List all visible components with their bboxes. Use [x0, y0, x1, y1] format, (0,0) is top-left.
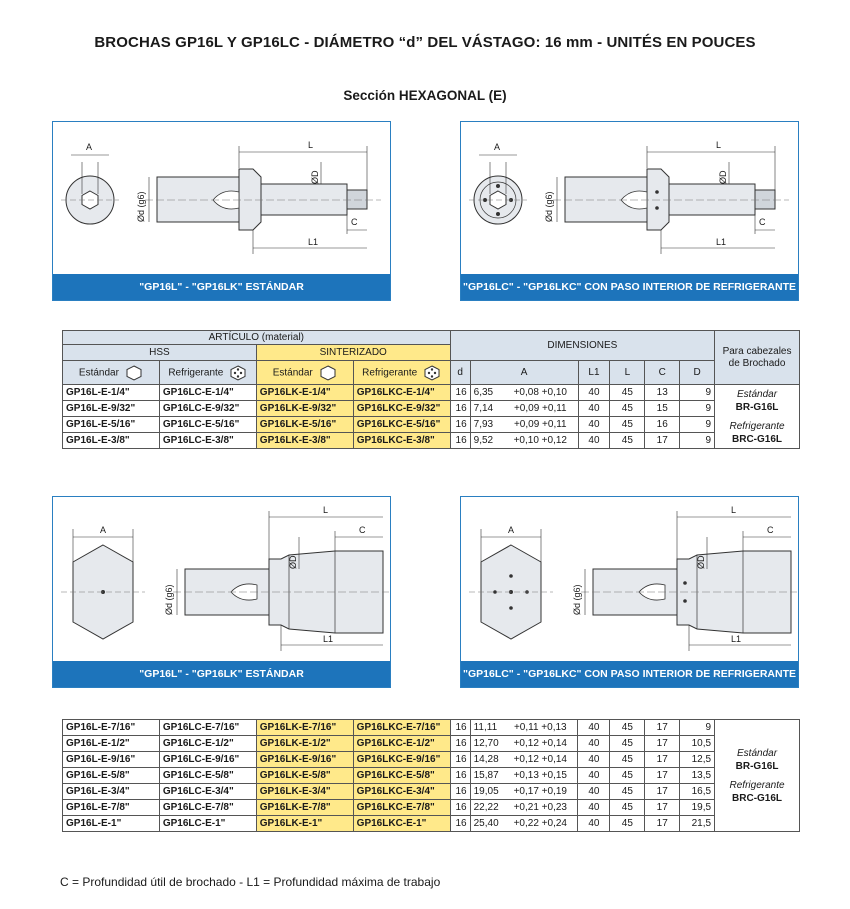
code-hss-standard: GP16L-E-1/2" [63, 736, 160, 752]
dim-label-c: C [759, 217, 766, 227]
value-c: 15 [645, 401, 680, 417]
table-row [63, 784, 800, 800]
value-a-tolerance: +0,13 +0,15 [503, 768, 578, 784]
table-small-sizes [62, 330, 800, 449]
code-hss-coolant: GP16LC-E-5/8" [159, 768, 256, 784]
heads-coolant-label: Refrigerante [729, 779, 785, 791]
heads-coolant-label: Refrigerante [729, 420, 785, 432]
value-l: 45 [610, 768, 645, 784]
value-d-upper: 10,5 [680, 736, 715, 752]
value-c: 17 [645, 784, 680, 800]
header-articulo: ARTÍCULO (material) [63, 331, 451, 345]
value-l: 45 [610, 752, 645, 768]
hexagon-coolant-icon [229, 365, 247, 381]
dim-label-l1: L1 [731, 634, 742, 644]
drawing-panel-top-left [52, 121, 391, 301]
dim-label-l: L [308, 140, 314, 150]
code-hss-coolant: GP16LC-E-3/4" [159, 784, 256, 800]
broach-drawing-small-standard [53, 122, 392, 276]
value-d-upper: 12,5 [680, 752, 715, 768]
estandar-label: Estándar [78, 367, 119, 379]
code-hss-coolant: GP16LC-E-9/16" [159, 752, 256, 768]
dim-label-l1: L1 [308, 237, 319, 247]
value-c: 17 [645, 433, 680, 449]
code-hss-standard: GP16L-E-1" [63, 816, 160, 832]
value-a: 25,40 [470, 816, 503, 832]
value-c: 17 [645, 768, 680, 784]
value-l1: 40 [578, 816, 610, 832]
code-sint-standard: GP16LK-E-7/16" [256, 720, 353, 736]
broach-drawing-large-coolant [461, 497, 800, 663]
col-c: C [645, 361, 680, 385]
value-d: 16 [450, 736, 470, 752]
dim-label-l: L [323, 505, 329, 515]
table-row [63, 401, 800, 417]
value-a: 7,14 [470, 401, 503, 417]
dim-label-c: C [359, 525, 366, 535]
value-l1: 40 [578, 433, 610, 449]
value-l1: 40 [578, 417, 610, 433]
hexagon-coolant-icon [423, 365, 441, 381]
value-l1: 40 [578, 401, 610, 417]
code-hss-standard: GP16L-E-7/16" [63, 720, 160, 736]
value-d: 16 [450, 385, 470, 401]
refrigerante-label: Refrigerante [362, 367, 418, 379]
code-sint-coolant: GP16LKC-E-3/8" [353, 433, 450, 449]
code-sint-coolant: GP16LKC-E-9/32" [353, 401, 450, 417]
code-hss-coolant: GP16LC-E-1/4" [159, 385, 256, 401]
code-hss-standard: GP16L-E-3/8" [63, 433, 160, 449]
header-sinterizado: SINTERIZADO [256, 345, 450, 361]
col-d-upper: D [680, 361, 715, 385]
header-hss: HSS [63, 345, 257, 361]
value-l: 45 [610, 800, 645, 816]
value-l1: 40 [578, 784, 610, 800]
dim-label-a: A [508, 525, 515, 535]
value-a: 7,93 [470, 417, 503, 433]
estandar-label: Estándar [272, 367, 313, 379]
header-para-cabezales: Para cabezales de Brochado [715, 331, 800, 385]
code-hss-coolant: GP16LC-E-1" [159, 816, 256, 832]
heads-standard-code: BR-G16L [735, 401, 779, 413]
footnote: C = Profundidad útil de brochado - L1 = Profundidad máxima de trabajo [60, 875, 441, 889]
caption-coolant: "GP16LC" - "GP16LKC" CON PASO INTERIOR DE REFRIGERANTE [461, 274, 798, 300]
heads-standard-label: Estándar [737, 747, 778, 759]
value-d: 16 [450, 768, 470, 784]
compatible-heads-cell [715, 720, 800, 832]
dim-label-a: A [494, 142, 501, 152]
value-a: 14,28 [470, 752, 503, 768]
table-row [63, 433, 800, 449]
page-title: BROCHAS GP16L Y GP16LC - DIÁMETRO “d” DEL VÁSTAGO: 16 mm - UNITÉS EN POUCES [94, 34, 756, 51]
dim-label-big-d: ØD [718, 170, 728, 184]
value-d-upper: 9 [680, 401, 715, 417]
value-l1: 40 [578, 800, 610, 816]
code-sint-standard: GP16LK-E-9/16" [256, 752, 353, 768]
value-a-tolerance: +0,12 +0,14 [503, 752, 578, 768]
value-d: 16 [450, 784, 470, 800]
value-d-upper: 21,5 [680, 816, 715, 832]
heads-standard-code: BR-G16L [735, 760, 779, 772]
value-c: 17 [645, 752, 680, 768]
dim-label-small-d: Ød (g6) [572, 584, 582, 615]
table-row [63, 736, 800, 752]
value-c: 17 [645, 720, 680, 736]
value-l: 45 [610, 816, 645, 832]
table-row [63, 752, 800, 768]
value-d-upper: 9 [680, 417, 715, 433]
dim-label-small-d: Ød (g6) [136, 191, 146, 222]
value-c: 13 [645, 385, 680, 401]
heads-coolant-code: BRC-G16L [732, 792, 783, 804]
code-sint-coolant: GP16LKC-E-3/4" [353, 784, 450, 800]
value-a-tolerance: +0,10 +0,12 [503, 433, 578, 449]
value-d-upper: 16,5 [680, 784, 715, 800]
dim-label-big-d: ØD [310, 170, 320, 184]
dim-label-c: C [351, 217, 358, 227]
code-hss-standard: GP16L-E-9/16" [63, 752, 160, 768]
caption-standard: "GP16L" - "GP16LK" ESTÁNDAR [53, 274, 390, 300]
code-sint-standard: GP16LK-E-7/8" [256, 800, 353, 816]
value-a-tolerance: +0,12 +0,14 [503, 736, 578, 752]
code-hss-standard: GP16L-E-5/8" [63, 768, 160, 784]
value-l1: 40 [578, 385, 610, 401]
value-l: 45 [610, 784, 645, 800]
table-row [63, 385, 800, 401]
value-d-upper: 9 [680, 385, 715, 401]
value-a-tolerance: +0,08 +0,10 [503, 385, 578, 401]
hexagon-icon [319, 365, 337, 381]
broach-drawing-large-standard [53, 497, 392, 663]
value-a-tolerance: +0,11 +0,13 [503, 720, 578, 736]
code-hss-coolant: GP16LC-E-1/2" [159, 736, 256, 752]
value-d-upper: 9 [680, 720, 715, 736]
value-d: 16 [450, 417, 470, 433]
heads-coolant-code: BRC-G16L [732, 433, 783, 445]
code-sint-coolant: GP16LKC-E-5/8" [353, 768, 450, 784]
hexagon-icon [125, 365, 143, 381]
code-sint-coolant: GP16LKC-E-5/16" [353, 417, 450, 433]
code-hss-coolant: GP16LC-E-9/32" [159, 401, 256, 417]
dim-label-c: C [767, 525, 774, 535]
code-sint-standard: GP16LK-E-1/2" [256, 736, 353, 752]
value-a: 22,22 [470, 800, 503, 816]
value-c: 17 [645, 736, 680, 752]
header-hss-refrigerante [159, 361, 256, 385]
header-sint-estandar [256, 361, 353, 385]
value-l: 45 [610, 736, 645, 752]
compatible-heads-cell [715, 385, 800, 449]
value-d: 16 [450, 720, 470, 736]
code-sint-standard: GP16LK-E-3/8" [256, 433, 353, 449]
value-l: 45 [610, 385, 645, 401]
value-a-tolerance: +0,22 +0,24 [503, 816, 578, 832]
dim-label-a: A [86, 142, 93, 152]
value-a: 6,35 [470, 385, 503, 401]
value-l: 45 [610, 401, 645, 417]
dim-label-l: L [716, 140, 722, 150]
dim-label-l1: L1 [323, 634, 334, 644]
header-hss-estandar [63, 361, 160, 385]
value-d: 16 [450, 401, 470, 417]
value-a-tolerance: +0,09 +0,11 [503, 417, 578, 433]
code-hss-standard: GP16L-E-1/4" [63, 385, 160, 401]
value-d: 16 [450, 433, 470, 449]
value-a: 19,05 [470, 784, 503, 800]
value-l: 45 [610, 417, 645, 433]
value-a: 11,11 [470, 720, 503, 736]
table-row [63, 768, 800, 784]
col-a: A [470, 361, 578, 385]
code-hss-standard: GP16L-E-9/32" [63, 401, 160, 417]
value-l1: 40 [578, 752, 610, 768]
value-d: 16 [450, 752, 470, 768]
value-c: 16 [645, 417, 680, 433]
header-sint-refrigerante [353, 361, 450, 385]
code-sint-standard: GP16LK-E-5/16" [256, 417, 353, 433]
table-row [63, 800, 800, 816]
table-row [63, 816, 800, 832]
value-d-upper: 19,5 [680, 800, 715, 816]
value-d: 16 [450, 800, 470, 816]
broach-drawing-small-coolant [461, 122, 800, 276]
value-a: 12,70 [470, 736, 503, 752]
drawing-panel-bottom-left [52, 496, 391, 688]
dim-label-big-d: ØD [288, 555, 298, 569]
caption-coolant: "GP16LC" - "GP16LKC" CON PASO INTERIOR DE REFRIGERANTE [461, 661, 798, 687]
value-l1: 40 [578, 736, 610, 752]
code-hss-coolant: GP16LC-E-7/16" [159, 720, 256, 736]
section-subtitle: Sección HEXAGONAL (E) [343, 88, 507, 103]
code-sint-coolant: GP16LKC-E-1/4" [353, 385, 450, 401]
code-sint-standard: GP16LK-E-1/4" [256, 385, 353, 401]
drawing-panel-bottom-right [460, 496, 799, 688]
code-hss-standard: GP16L-E-3/4" [63, 784, 160, 800]
table-row [63, 417, 800, 433]
refrigerante-label: Refrigerante [168, 367, 224, 379]
value-d-upper: 13,5 [680, 768, 715, 784]
value-l1: 40 [578, 720, 610, 736]
value-d: 16 [450, 816, 470, 832]
dim-label-small-d: Ød (g6) [544, 191, 554, 222]
value-l: 45 [610, 720, 645, 736]
value-d-upper: 9 [680, 433, 715, 449]
code-sint-coolant: GP16LKC-E-1/2" [353, 736, 450, 752]
col-l1: L1 [578, 361, 610, 385]
heads-standard-label: Estándar [737, 388, 778, 400]
caption-standard: "GP16L" - "GP16LK" ESTÁNDAR [53, 661, 390, 687]
code-sint-standard: GP16LK-E-5/8" [256, 768, 353, 784]
value-l1: 40 [578, 768, 610, 784]
code-sint-coolant: GP16LKC-E-9/16" [353, 752, 450, 768]
col-d: d [450, 361, 470, 385]
value-c: 17 [645, 816, 680, 832]
code-hss-standard: GP16L-E-7/8" [63, 800, 160, 816]
code-sint-standard: GP16LK-E-9/32" [256, 401, 353, 417]
code-sint-coolant: GP16LKC-E-1" [353, 816, 450, 832]
dim-label-l: L [731, 505, 737, 515]
code-sint-coolant: GP16LKC-E-7/16" [353, 720, 450, 736]
value-c: 17 [645, 800, 680, 816]
dim-label-a: A [100, 525, 107, 535]
code-hss-coolant: GP16LC-E-7/8" [159, 800, 256, 816]
code-hss-coolant: GP16LC-E-5/16" [159, 417, 256, 433]
drawing-panel-top-right [460, 121, 799, 301]
code-sint-coolant: GP16LKC-E-7/8" [353, 800, 450, 816]
value-l: 45 [610, 433, 645, 449]
code-sint-standard: GP16LK-E-1" [256, 816, 353, 832]
value-a-tolerance: +0,09 +0,11 [503, 401, 578, 417]
code-sint-standard: GP16LK-E-3/4" [256, 784, 353, 800]
dim-label-big-d: ØD [696, 555, 706, 569]
table-large-sizes [62, 719, 800, 832]
value-a-tolerance: +0,21 +0,23 [503, 800, 578, 816]
value-a: 15,87 [470, 768, 503, 784]
code-hss-coolant: GP16LC-E-3/8" [159, 433, 256, 449]
code-hss-standard: GP16L-E-5/16" [63, 417, 160, 433]
value-a: 9,52 [470, 433, 503, 449]
value-a-tolerance: +0,17 +0,19 [503, 784, 578, 800]
dim-label-l1: L1 [716, 237, 727, 247]
col-l: L [610, 361, 645, 385]
dim-label-small-d: Ød (g6) [164, 584, 174, 615]
header-dimensiones: DIMENSIONES [450, 331, 714, 361]
table-row [63, 720, 800, 736]
